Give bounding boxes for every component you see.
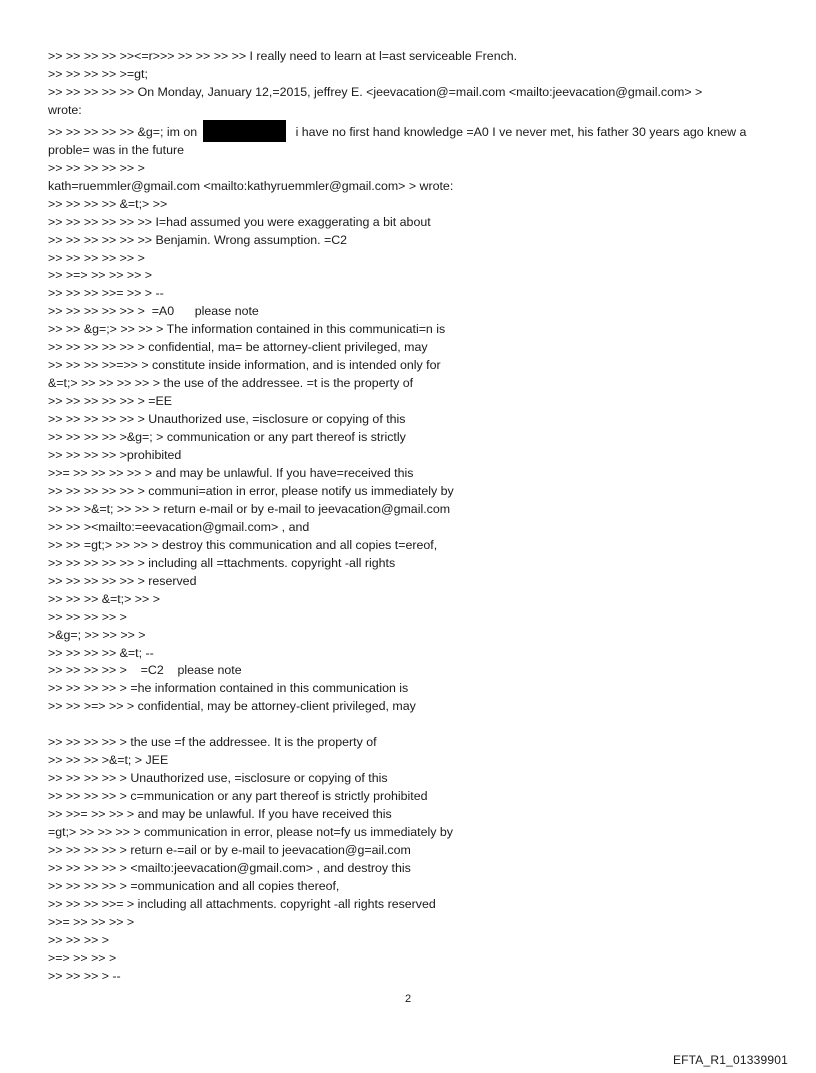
quoted-line: >> >=> >> >> >> >: [48, 268, 153, 283]
quoted-line: >> >> &g=;> >> >> > The information contained in this communicati=n is: [48, 322, 446, 337]
quoted-line: >> >> >> >> >: [48, 609, 127, 624]
redacted-line-after: i have no first hand knowledge =A0 I ve never met, his father 30 years ago knew a proble= was in the future: [48, 124, 747, 157]
email-thread-body: [48, 48, 778, 986]
quoted-line: >&g=; >> >> >> >: [48, 627, 146, 642]
quoted-line: >> >> >> >> > =ommunication and all copies thereof,: [48, 878, 340, 893]
quoted-line: >> >> >=> >> > confidential, may be attorney-client privileged, may: [48, 699, 416, 714]
quoted-line: >> >> >> >>=>> > constitute inside information, and is intended only for: [48, 358, 441, 373]
quoted-line: >> >> >> >> &=t;> >>: [48, 196, 168, 211]
quoted-line: kath=ruemmler@gmail.com <mailto:kathyruemmler@gmail.com> > wrote:: [48, 178, 454, 193]
quoted-line: >> >> >> >> >> >: [48, 160, 145, 175]
redaction-box: [203, 120, 286, 142]
quoted-line: >> >> >> >> >> >> I=had assumed you were exaggerating a bit about: [48, 214, 431, 229]
quoted-line: >> >> >> >> >> >> Benjamin. Wrong assumption. =C2: [48, 232, 348, 247]
quoted-line: >> >> >> >> > <mailto:jeevacation@gmail.com> , and destroy this: [48, 860, 411, 875]
page-number: 2: [404, 993, 412, 1005]
quoted-line: >> >> >> >>= > including all attachments. copyright -all rights reserved: [48, 896, 436, 911]
quoted-line: >> >> >> >> > the use =f the addressee. It is the property of: [48, 735, 377, 750]
quoted-line: >> >> >> >> &=t; --: [48, 645, 154, 660]
quoted-line: >> >> >> >> > return e-=ail or by e-mail to jeevacation@g=ail.com: [48, 842, 411, 857]
quoted-line: >> >> >> >: [48, 932, 109, 947]
quoted-line: >> >> >> >> > =he information contained in this communication is: [48, 681, 409, 696]
quoted-line: >> >> >> >> >> >: [48, 250, 145, 265]
quoted-line: >=> >> >> >: [48, 950, 117, 965]
quoted-line: >> >> >> >> >><=r>>> >> >> >> >> I really need to learn at l=ast serviceable French.: [48, 49, 518, 63]
quoted-line: >> >> >> >> > =C2 please note: [48, 663, 242, 678]
quoted-line: >>= >> >> >> >: [48, 914, 135, 929]
quoted-line: >> >> >> >> >> > confidential, ma= be attorney-client privileged, may: [48, 340, 428, 355]
quoted-line: >> >> >> >> >> On Monday, January 12,=2015, jeffrey E. <jeevacation@=mail.com <mailto:jeevacation@gmail.com> >: [48, 84, 703, 99]
quoted-line: >> >> >&=t; >> >> > return e-mail or by e-mail to jeevacation@gmail.com: [48, 501, 451, 516]
quoted-line: >> >> >> >> >> > including all =ttachments. copyright -all rights: [48, 555, 396, 570]
redacted-line: [48, 120, 778, 160]
quoted-line: =gt;> >> >> >> > communication in error, please not=fy us immediately by: [48, 825, 453, 840]
quoted-line: >> >> >> &=t;> >> >: [48, 591, 160, 606]
quoted-line: >> >> >> >> >> > reserved: [48, 573, 197, 588]
quoted-line: >> >> >> >> >> > communi=ation in error, please notify us immediately by: [48, 483, 454, 498]
blank-line: [48, 716, 778, 734]
quoted-line: wrote:: [48, 102, 82, 117]
quoted-line: >> >> >> >> > c=mmunication or any part thereof is strictly prohibited: [48, 789, 428, 804]
quoted-line: >> >> >> >> >=gt;: [48, 66, 148, 81]
quoted-line: >> >> >> > --: [48, 968, 121, 983]
quoted-line: >> >> >> >> >&g=; > communication or any part thereof is strictly: [48, 430, 406, 445]
quoted-line: >>= >> >> >> >> > and may be unlawful. If you have=received this: [48, 465, 414, 480]
quoted-line: >> >>= >> >> > and may be unlawful. If you have received this: [48, 807, 392, 822]
quoted-line: >> >> >> >> > Unauthorized use, =isclosure or copying of this: [48, 771, 388, 786]
quoted-line: >> >> =gt;> >> >> > destroy this communication and all copies t=ereof,: [48, 537, 438, 552]
quoted-line: >> >> >> >> >> > =A0 please note: [48, 304, 259, 319]
quoted-line: >> >> ><mailto:=eevacation@gmail.com> , and: [48, 519, 310, 534]
quoted-line: >> >> >> >&=t; > JEE: [48, 753, 169, 768]
quoted-line: >> >> >> >> >> > Unauthorized use, =isclosure or copying of this: [48, 412, 406, 427]
quoted-line: >> >> >> >> >prohibited: [48, 448, 182, 463]
quoted-line: >> >> >> >> >> > =EE: [48, 394, 173, 409]
quoted-line: &=t;> >> >> >> >> > the use of the addressee. =t is the property of: [48, 376, 414, 391]
redacted-line-before: >> >> >> >> >> &g=; im on: [48, 124, 201, 139]
bates-number: EFTA_R1_01339901: [672, 1053, 788, 1067]
quoted-line: >> >> >> >>= >> > --: [48, 286, 164, 301]
